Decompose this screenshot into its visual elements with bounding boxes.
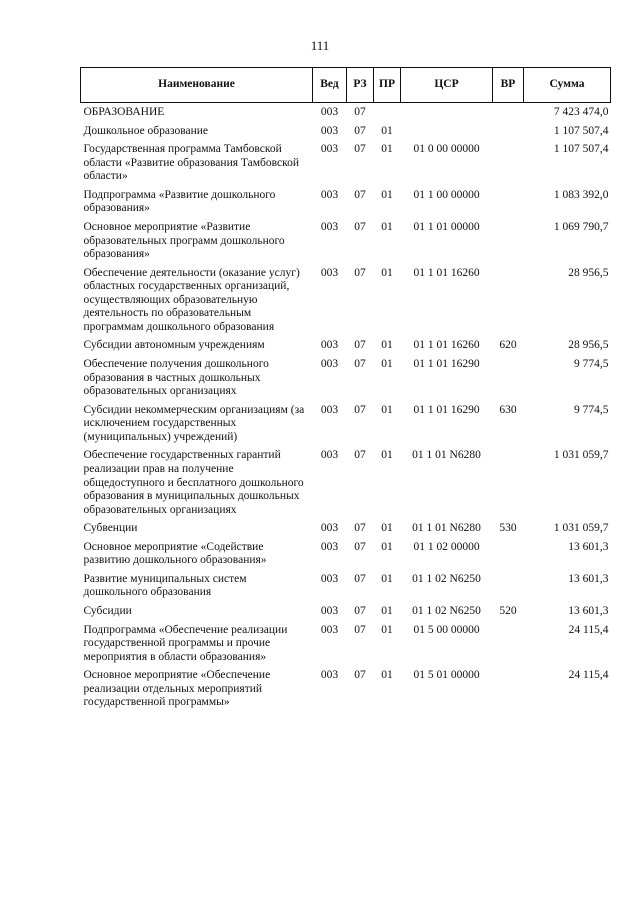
table-body [81,103,611,715]
cell-rz: 07 [354,572,366,585]
header-row [81,68,611,103]
cell-vr: 630 [499,403,517,416]
cell-csr [401,125,493,144]
cell-ved: 003 [320,605,339,617]
table-row [81,573,611,605]
table-row [81,669,611,715]
cell-sum: 9 774,5 [574,403,609,416]
col-header-pr: ПР [374,68,401,103]
cell-sum: 28 956,5 [568,339,609,352]
cell-rz: 07 [354,522,366,535]
cell-vr [493,624,524,670]
cell-csr: 01 0 00 00000 [413,143,480,156]
cell-rz: 07 [354,449,366,462]
cell-ved: 003 [320,266,339,279]
cell-rz: 07 [354,143,366,156]
cell-pr: 01 [381,522,393,535]
cell-rz: 07 [354,358,366,370]
cell-ved: 003 [320,143,339,156]
cell-csr: 01 1 01 16260 [413,266,480,279]
cell-vr [493,125,524,144]
cell-ved: 003 [320,188,339,201]
cell-ved: 003 [320,572,339,585]
cell-ved: 003 [320,540,339,553]
cell-ved: 003 [320,522,339,535]
table-row [81,358,611,404]
cell-pr: 01 [381,339,393,352]
cell-vr [493,103,524,125]
cell-name: Государственная программа Тамбовской области «Развитие образования Тамбовской области» [83,143,299,183]
cell-vr [493,267,524,340]
cell-pr [374,103,401,125]
cell-rz: 07 [354,403,366,416]
table-row [81,221,611,267]
cell-vr: 530 [499,522,517,535]
cell-rz: 07 [354,540,366,553]
table-header [81,68,611,103]
cell-name: Основное мероприятие «Обеспечение реализации отдельных мероприятий государственной программы» [83,669,271,709]
table-row [81,339,611,358]
cell-pr: 01 [381,540,393,553]
cell-csr [401,103,493,125]
table-row [81,404,611,450]
cell-name: Субсидии некоммерческим организациям (за исключением государственных (муниципальных) учреждений) [83,403,305,443]
cell-ved: 003 [320,124,339,137]
col-header-vr: ВР [493,68,524,103]
cell-rz: 07 [354,669,366,682]
table-row [81,541,611,573]
cell-name: Субсидии автономным учреждениям [83,339,265,352]
cell-sum: 1 069 790,7 [553,220,609,233]
table-row [81,267,611,340]
cell-pr: 01 [381,403,393,416]
cell-vr [493,449,524,522]
cell-name: Обеспечение получения дошкольного образования в частных дошкольных образовательных организациях [83,358,269,398]
table-row [81,522,611,541]
cell-sum: 13 601,3 [568,540,609,553]
cell-pr: 01 [381,188,393,201]
cell-pr: 01 [381,605,393,617]
cell-pr: 01 [381,220,393,233]
cell-name: Развитие муниципальных систем дошкольного образования [83,572,247,599]
cell-sum: 28 956,5 [568,266,609,279]
table-row [81,143,611,189]
cell-sum: 9 774,5 [574,358,609,370]
cell-name: Подпрограмма «Развитие дошкольного образования» [83,188,276,215]
cell-ved: 003 [320,623,339,636]
table-row [81,103,611,125]
cell-sum: 1 031 059,7 [553,522,609,535]
cell-name: Субвенции [83,522,138,535]
cell-rz: 07 [354,339,366,352]
cell-rz: 07 [354,220,366,233]
cell-pr: 01 [381,266,393,279]
cell-sum: 1 107 507,4 [553,143,609,156]
cell-csr: 01 1 02 00000 [413,540,480,553]
cell-sum: 7 423 474,0 [553,106,609,118]
col-header-ved: Вед [313,68,347,103]
cell-pr: 01 [381,449,393,462]
table-row [81,624,611,670]
cell-pr: 01 [381,143,393,156]
cell-name: Основное мероприятие «Содействие развитию дошкольного образования» [83,540,267,567]
cell-vr [493,573,524,605]
cell-vr [493,669,524,715]
table-row [81,189,611,221]
cell-ved: 003 [320,358,339,370]
cell-ved: 003 [320,449,339,462]
cell-rz: 07 [354,188,366,201]
cell-sum: 24 115,4 [568,669,609,682]
col-header-sum: Сумма [524,68,611,103]
cell-csr: 01 1 01 16290 [413,358,480,370]
table-row [81,125,611,144]
cell-name: Субсидии [83,605,132,617]
col-header-name: Наименование [81,68,313,103]
cell-rz: 07 [354,266,366,279]
table-row [81,605,611,624]
cell-csr: 01 1 02 N6250 [412,572,481,585]
cell-name: Подпрограмма «Обеспечение реализации государственной программы и прочие мероприятия в области образования» [83,623,288,663]
cell-sum: 1 031 059,7 [553,449,609,462]
col-header-rz: РЗ [347,68,374,103]
cell-sum: 24 115,4 [568,623,609,636]
page-number: 111 [310,38,330,53]
cell-rz: 07 [354,623,366,636]
cell-sum: 13 601,3 [568,605,609,617]
cell-rz: 07 [354,605,366,617]
cell-name: Обеспечение государственных гарантий реализации прав на получение общедоступного и бесплатного дошкольного образования в муниципальных дошкольных образовательных организациях [83,449,304,516]
cell-vr [493,189,524,221]
cell-ved: 003 [320,106,339,118]
cell-ved: 003 [320,220,339,233]
cell-vr: 520 [499,605,517,617]
cell-sum: 13 601,3 [568,572,609,585]
cell-pr: 01 [381,572,393,585]
cell-csr: 01 1 01 00000 [413,220,480,233]
cell-vr [493,143,524,189]
cell-sum: 1 083 392,0 [553,188,609,201]
col-header-csr: ЦСР [401,68,493,103]
cell-pr: 01 [381,623,393,636]
cell-pr: 01 [381,124,393,137]
cell-pr: 01 [381,669,393,682]
cell-vr: 620 [499,339,517,352]
cell-csr: 01 1 01 16290 [413,403,480,416]
cell-rz: 07 [354,124,366,137]
cell-ved: 003 [320,669,339,682]
cell-csr: 01 1 02 N6250 [412,605,481,617]
cell-sum: 1 107 507,4 [553,124,609,137]
cell-ved: 003 [320,339,339,352]
cell-csr: 01 1 01 16260 [413,339,480,352]
cell-rz: 07 [354,106,366,118]
cell-vr [493,541,524,573]
cell-csr: 01 1 01 N6280 [412,449,481,462]
cell-csr: 01 1 00 00000 [413,188,480,201]
cell-vr [493,221,524,267]
cell-csr: 01 5 01 00000 [413,669,480,682]
cell-csr: 01 5 00 00000 [413,623,480,636]
cell-name: ОБРАЗОВАНИЕ [83,106,165,118]
budget-table [80,67,611,715]
cell-vr [493,358,524,404]
cell-name: Основное мероприятие «Развитие образовательных программ дошкольного образования» [83,220,285,261]
table-row [81,449,611,522]
cell-pr: 01 [381,358,393,370]
cell-name: Дошкольное образование [83,124,209,137]
cell-name: Обеспечение деятельности (оказание услуг) областных государственных организаций, осуществляющих образовательную деятельность по образовательным программам дошкольного образования [83,266,300,333]
cell-ved: 003 [320,403,339,416]
cell-csr: 01 1 01 N6280 [412,522,481,535]
